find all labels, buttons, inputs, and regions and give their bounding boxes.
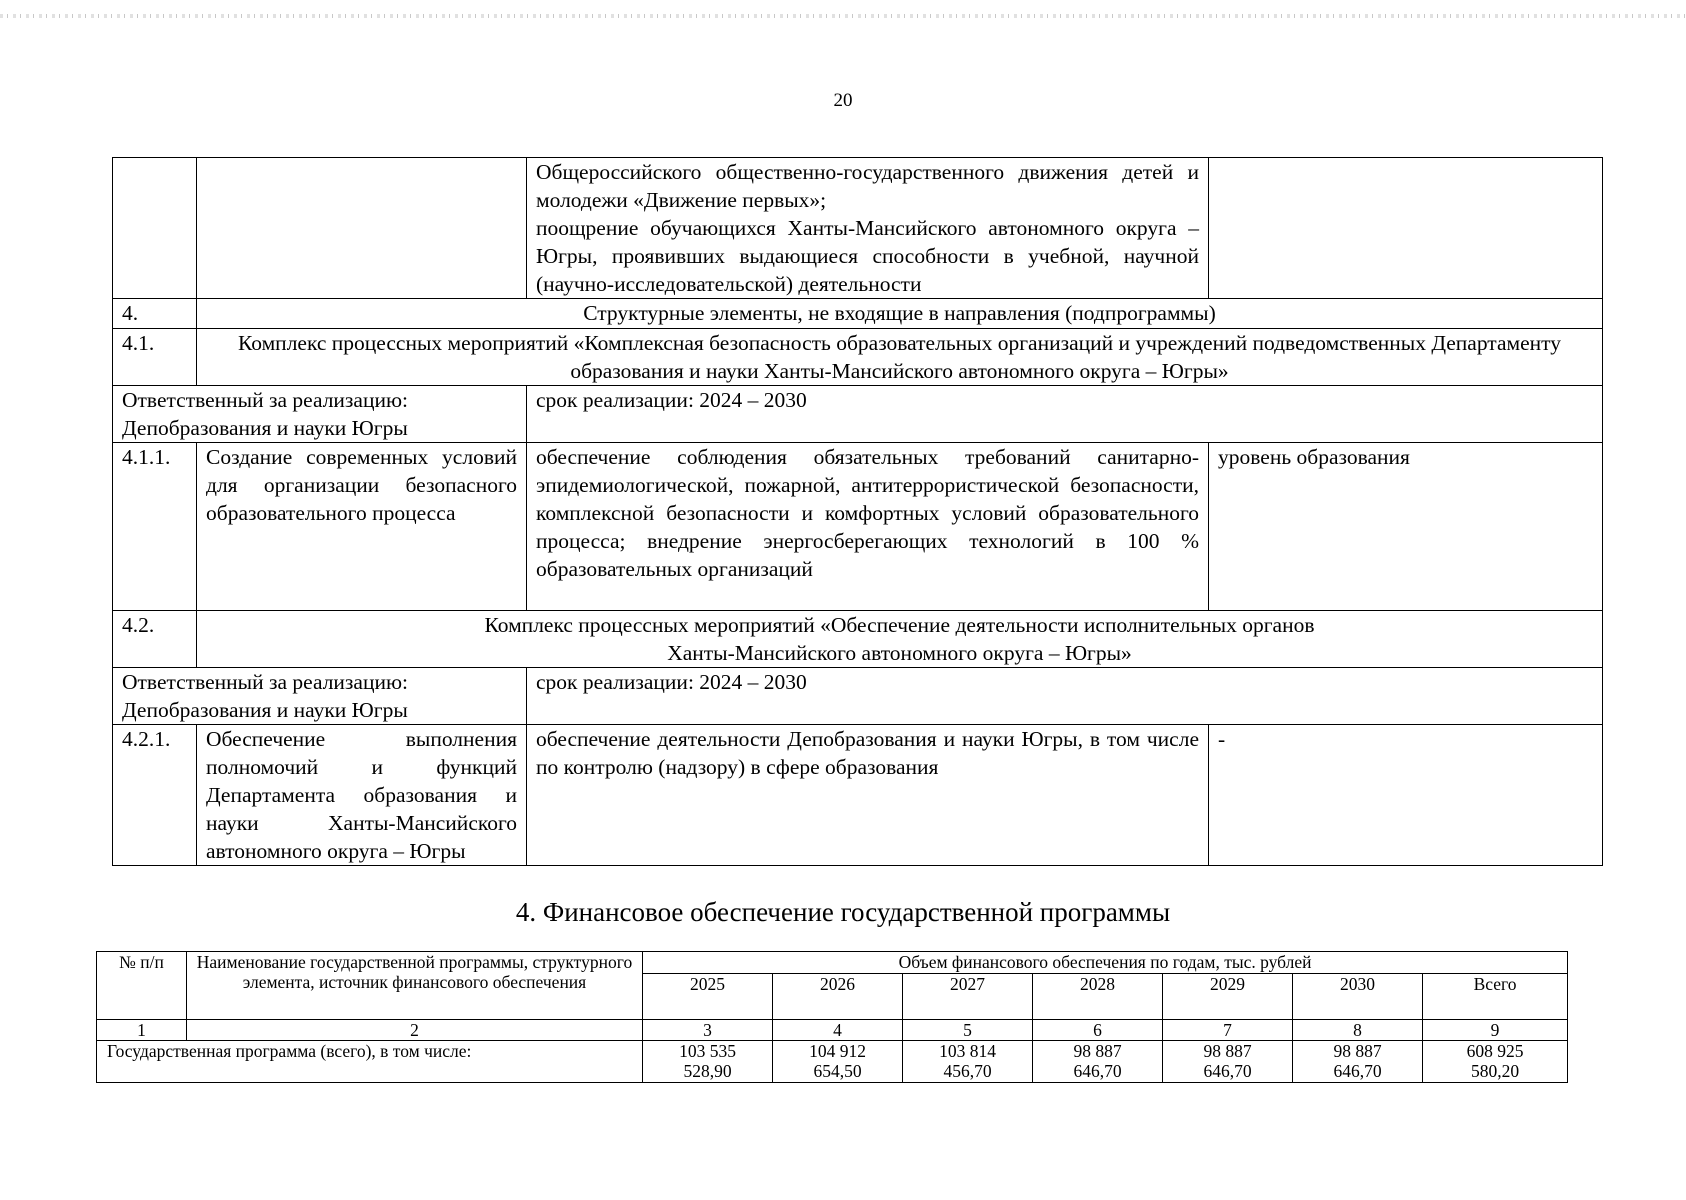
task-number: 4.2.1. <box>113 725 197 866</box>
finance-table <box>96 951 1568 1083</box>
table-row <box>97 1041 1568 1083</box>
continuation-text-1: Общероссийского общественно-государственного движения детей и молодежи «Движение первых»; <box>536 160 1199 212</box>
complex-number: 4.2. <box>113 611 197 668</box>
value-line-2: 654,50 <box>813 1061 862 1081</box>
task-description: обеспечение деятельности Депобразования и науки Югры, в том числе по контролю (надзору) в сфере образования <box>527 725 1209 866</box>
task-description: обеспечение соблюдения обязательных требований санитарно-эпидемиологической, пожарной, антитеррористической безопасности, комплексной безопасности и комфортных условий образовательного процесса; внедрение энергосберегающих технологий в 100 % образовательных организаций <box>527 443 1209 611</box>
section-heading: 4. Финансовое обеспечение государственной программы <box>515 897 1171 927</box>
table-row <box>113 611 1603 668</box>
index-cell: 7 <box>1163 1020 1293 1041</box>
value-line-2: 646,70 <box>1203 1061 1252 1081</box>
cell-empty <box>1209 158 1603 299</box>
value-line-1: 608 925 <box>1466 1041 1524 1061</box>
value-line-2: 528,90 <box>683 1061 732 1081</box>
index-cell: 6 <box>1033 1020 1163 1041</box>
program-structure-table <box>112 157 1603 866</box>
value-cell <box>1033 1041 1163 1083</box>
index-row <box>97 1020 1568 1041</box>
value-line-2: 580,20 <box>1470 1061 1520 1081</box>
scan-noise-strip <box>0 14 1686 18</box>
total-header: Всего <box>1423 974 1568 1020</box>
value-cell <box>903 1041 1033 1083</box>
index-cell: 2 <box>187 1020 643 1041</box>
value-cell <box>1163 1041 1293 1083</box>
responsible-cell: Ответственный за реализацию: Депобразования и науки Югры <box>113 668 527 725</box>
index-cell: 5 <box>903 1020 1033 1041</box>
page-number: 20 <box>833 90 853 111</box>
cell-empty <box>197 158 527 299</box>
value-line-1: 103 535 <box>679 1041 736 1061</box>
task-name: Создание современных условий для организации безопасного образовательного процесса <box>197 443 527 611</box>
col-header-number: № п/п <box>97 952 187 1020</box>
table-row <box>113 668 1603 725</box>
value-line-2: 456,70 <box>943 1061 992 1081</box>
task-number: 4.1.1. <box>113 443 197 611</box>
value-line-2: 646,70 <box>1333 1061 1382 1081</box>
complex-number: 4.1. <box>113 329 197 386</box>
value-line-1: 98 887 <box>1203 1041 1252 1061</box>
term-cell: срок реализации: 2024 – 2030 <box>527 386 1603 443</box>
value-line-1: 98 887 <box>1073 1041 1122 1061</box>
section-title: Структурные элементы, не входящие в направления (подпрограммы) <box>197 299 1603 329</box>
complex-title-line-1: Комплекс процессных мероприятий «Обеспечение деятельности исполнительных органов <box>484 613 1315 637</box>
task-indicator: уровень образования <box>1209 443 1603 611</box>
index-cell: 9 <box>1423 1020 1568 1041</box>
year-header: 2030 <box>1293 974 1423 1020</box>
table-row <box>113 329 1603 386</box>
table-header-row <box>97 952 1568 974</box>
value-line-1: 104 912 <box>809 1041 866 1061</box>
value-line-2: 646,70 <box>1073 1061 1122 1081</box>
index-cell: 1 <box>97 1020 187 1041</box>
term-cell: срок реализации: 2024 – 2030 <box>527 668 1603 725</box>
value-line-1: 103 814 <box>939 1041 996 1061</box>
col-header-volume: Объем финансового обеспечения по годам, тыс. рублей <box>643 952 1568 974</box>
program-name-cell: Государственная программа (всего), в том числе: <box>97 1041 643 1083</box>
value-cell <box>643 1041 773 1083</box>
table-row <box>113 443 1603 611</box>
complex-title: Комплекс процессных мероприятий «Комплексная безопасность образовательных организаций и учреждений подведомственных Департаменту образования и науки Ханты-Мансийского автономного округа – Югры» <box>197 329 1603 386</box>
value-cell <box>773 1041 903 1083</box>
table-row <box>113 299 1603 329</box>
task-name: Обеспечение выполнения полномочий и функций Департамента образования и науки Ханты-Мансийского автономного округа – Югры <box>197 725 527 866</box>
task-indicator: - <box>1209 725 1603 866</box>
year-header: 2026 <box>773 974 903 1020</box>
total-value-cell <box>1423 1041 1568 1083</box>
continuation-text-2: поощрение обучающихся Ханты-Мансийского автономного округа – Югры, проявивших выдающиеся способности в учебной, научной (научно-исследовательской) деятельности <box>536 216 1199 296</box>
table-row <box>113 386 1603 443</box>
index-cell: 8 <box>1293 1020 1423 1041</box>
complex-title <box>197 611 1603 668</box>
responsible-cell: Ответственный за реализацию: Депобразования и науки Югры <box>113 386 527 443</box>
year-header: 2029 <box>1163 974 1293 1020</box>
continuation-text-cell <box>527 158 1209 299</box>
col-header-name: Наименование государственной программы, структурного элемента, источник финансового обеспечения <box>187 952 643 1020</box>
cell-empty <box>113 158 197 299</box>
section-number: 4. <box>113 299 197 329</box>
index-cell: 3 <box>643 1020 773 1041</box>
index-cell: 4 <box>773 1020 903 1041</box>
value-line-1: 98 887 <box>1333 1041 1382 1061</box>
complex-title-line-2: Ханты-Мансийского автономного округа – Югры» <box>667 641 1132 665</box>
year-header: 2025 <box>643 974 773 1020</box>
year-header: 2027 <box>903 974 1033 1020</box>
year-header: 2028 <box>1033 974 1163 1020</box>
table-row <box>113 725 1603 866</box>
table-row <box>113 158 1603 299</box>
value-cell <box>1293 1041 1423 1083</box>
